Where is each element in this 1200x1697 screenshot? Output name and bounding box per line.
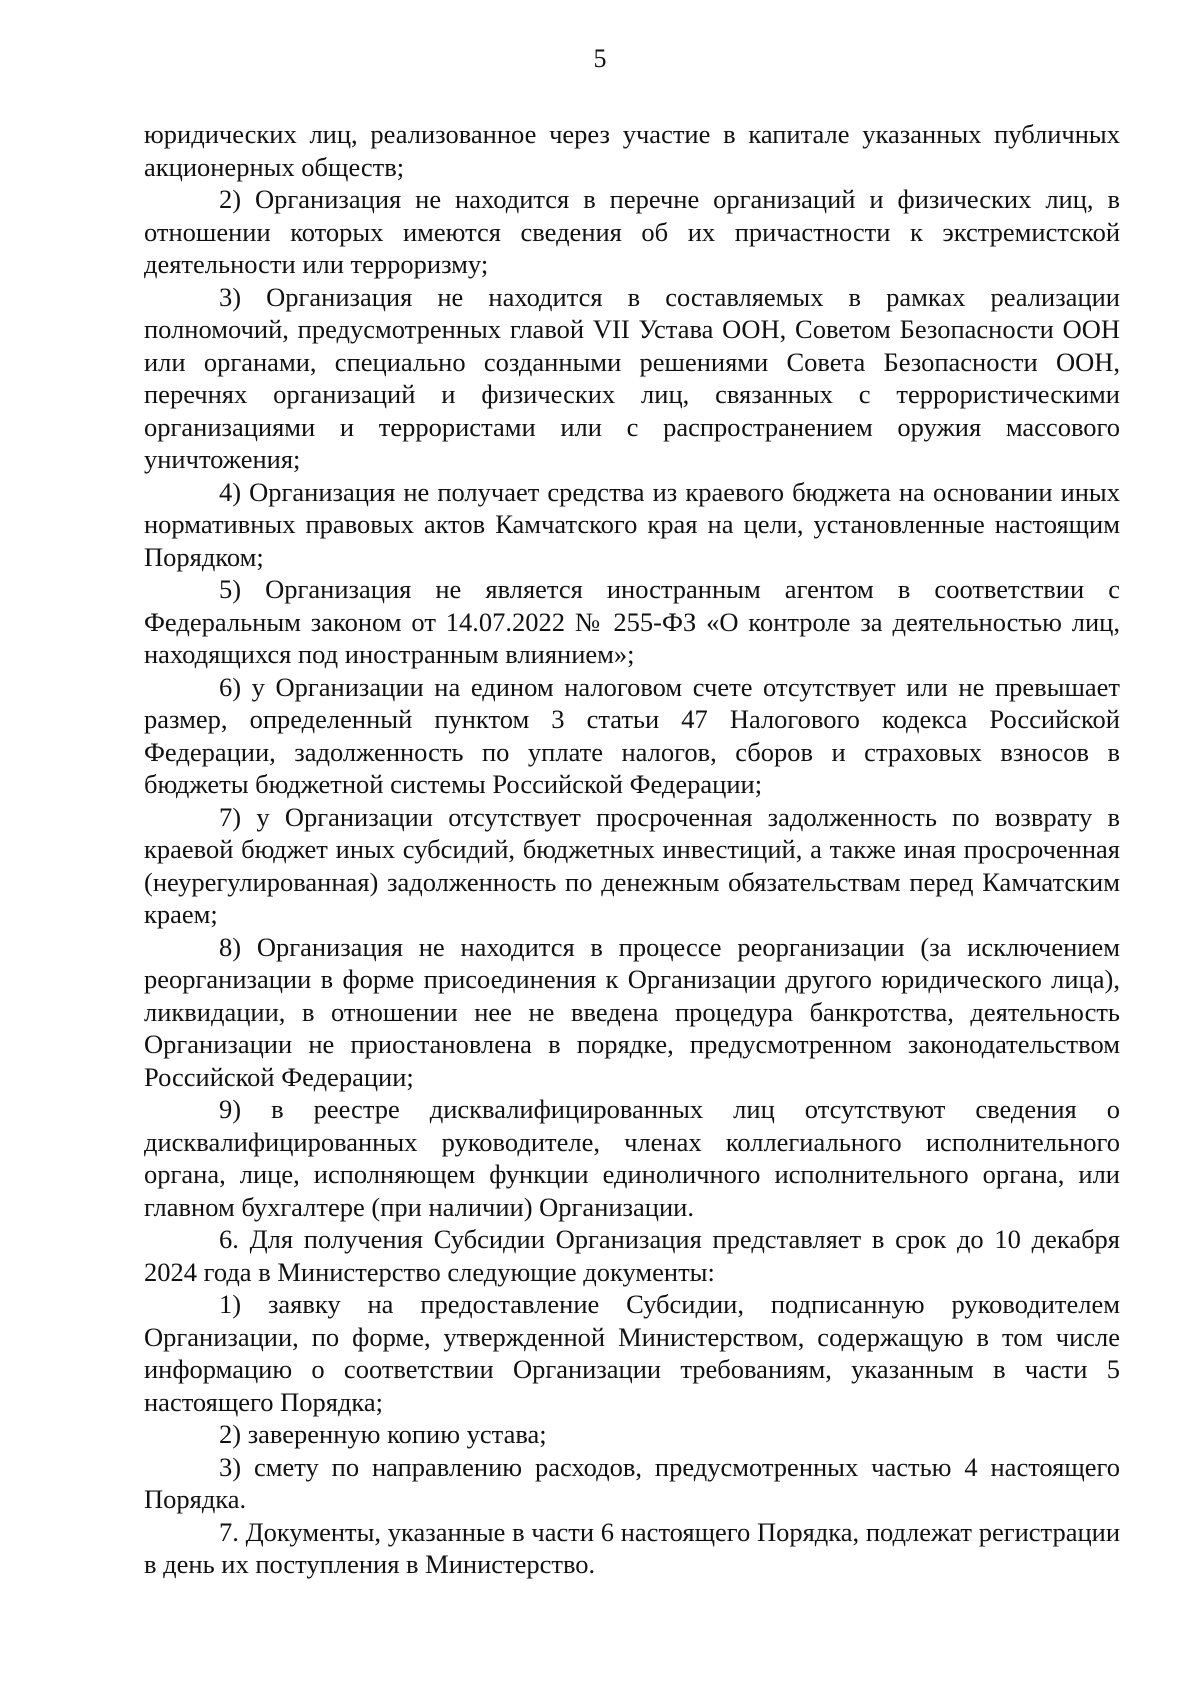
paragraph-continuation: юридических лиц, реализованное через участие в капитале указанных публичных акционерных обществ; (144, 119, 1120, 182)
paragraph-item-3: 3) Организация не находится в составляемых в рамках реализации полномочий, предусмотренных главой VII Устава ООН, Советом Безопасности ООН или органами, специально созданными решениями Совета Безопасности ООН, перечнях организаций и физических лиц, связанных с террористическими организациями и террористами или с распространением оружия массового уничтожения; (144, 281, 1120, 474)
section-6-paragraph: 6. Для получения Субсидии Организация представляет в срок до 10 декабря 2024 года в Министерство следующие документы: (144, 1224, 1120, 1287)
document-item-1: 1) заявку на предоставление Субсидии, подписанную руководителем Организации, по форме, утвержденной Министерством, содержащую в том числе информацию о соответствии Организации требованиям, указанным в части 5 настоящего Порядка; (144, 1289, 1120, 1417)
document-body (144, 118, 1120, 1581)
paragraph-item-7: 7) у Организации отсутствует просроченная задолженность по возврату в краевой бюджет иных субсидий, бюджетных инвестиций, а также иная просроченная (неурегулированная) задолженность по денежным обязательствам перед Камчатским краем; (144, 801, 1120, 929)
section-7-paragraph: 7. Документы, указанные в части 6 настоящего Порядка, подлежат регистрации в день их поступления в Министерство. (144, 1516, 1120, 1579)
paragraph-item-8: 8) Организация не находится в процессе реорганизации (за исключением реорганизации в форме присоединения к Организации другого юридического лица), ликвидации, в отношении нее не введена процедура банкротства, деятельность Организации не приостановлена в порядке, предусмотренном законодательством Российской Федерации; (144, 931, 1120, 1092)
document-item-3: 3) смету по направлению расходов, предусмотренных частью 4 настоящего Порядка. (144, 1451, 1120, 1514)
paragraph-item-4: 4) Организация не получает средства из краевого бюджета на основании иных нормативных правовых актов Камчатского края на цели, установленные настоящим Порядком; (144, 476, 1120, 572)
paragraph-item-5: 5) Организация не является иностранным агентом в соответствии с Федеральным законом от 14.07.2022 № 255-ФЗ «О контроле за деятельностью лиц, находящихся под иностранным влиянием»; (144, 574, 1120, 669)
paragraph-item-6: 6) у Организации на едином налоговом счете отсутствует или не превышает размер, определенный пунктом 3 статьи 47 Налогового кодекса Российской Федерации, задолженность по уплате налогов, сборов и страховых взносов в бюджеты бюджетной системы Российской Федерации; (144, 671, 1120, 799)
paragraph-item-2: 2) Организация не находится в перечне организаций и физических лиц, в отношении которых имеются сведения об их причастности к экстремистской деятельности или терроризму; (144, 184, 1120, 279)
paragraph-item-9: 9) в реестре дисквалифицированных лиц отсутствуют сведения о дисквалифицированных руководителе, членах коллегиального исполнительного органа, лице, исполняющем функции единоличного исполнительного органа, или главном бухгалтере (при наличии) Организации. (144, 1094, 1120, 1222)
document-item-2: 2) заверенную копию устава; (219, 1419, 547, 1449)
page-number: 5 (593, 44, 607, 73)
